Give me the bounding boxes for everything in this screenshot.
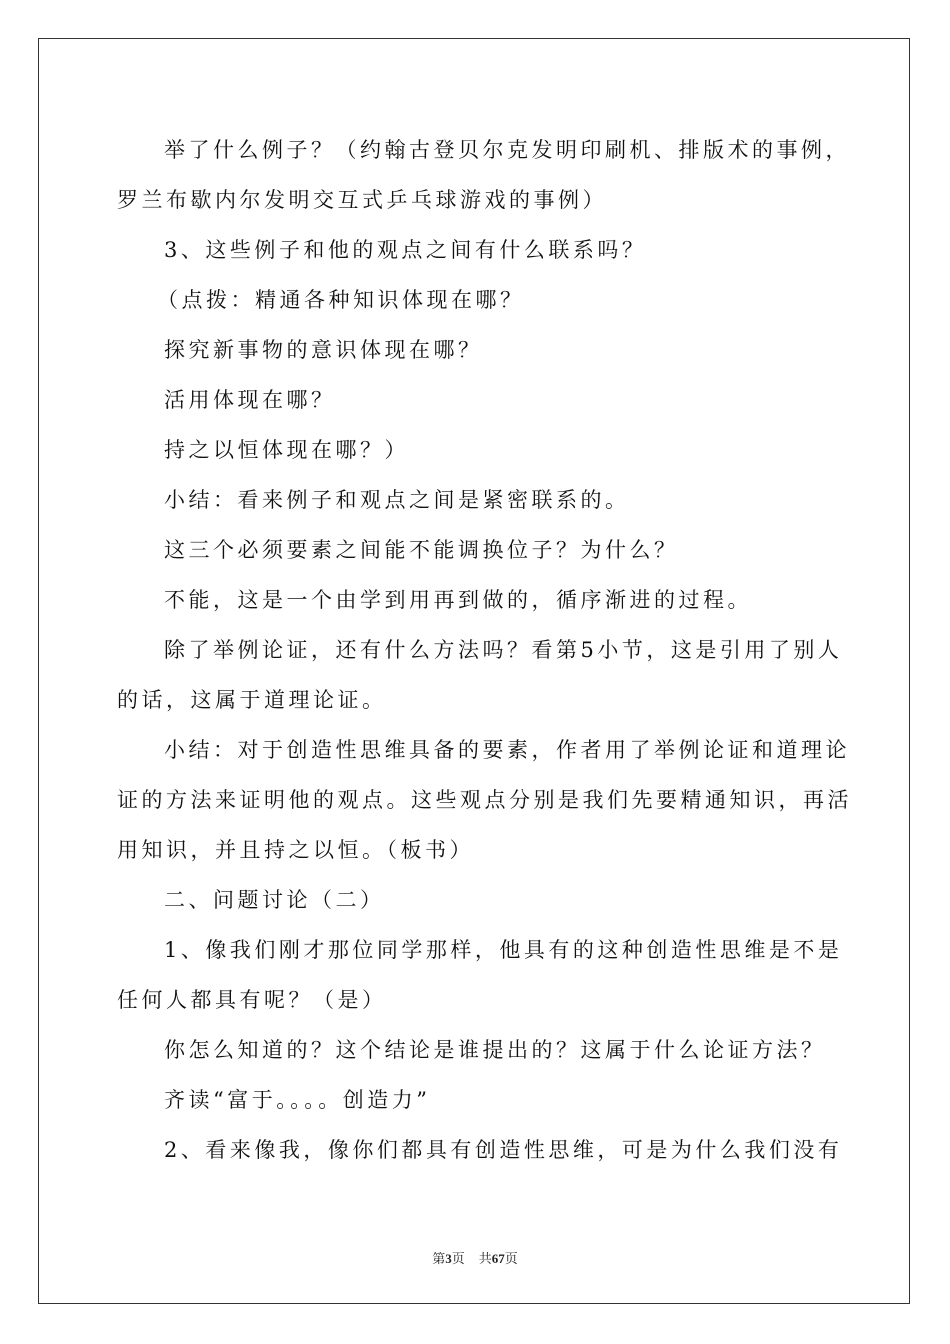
text-line: 的话，这属于道理论证。 — [117, 688, 387, 712]
total-prefix: 共 — [478, 1251, 492, 1266]
text-line: 举了什么例子？（约翰古登贝尔克发明印刷机、排版术的事例， — [164, 138, 850, 162]
text-line: 小结：对于创造性思维具备的要素，作者用了举例论证和道理论 — [164, 738, 850, 762]
text-line: 罗兰布歇内尔发明交互式乒乓球游戏的事例） — [117, 188, 607, 212]
text-line: 1、像我们刚才那位同学那样，他具有的这种创造性思维是不是 — [164, 938, 843, 962]
text-line: （点拨：精通各种知识体现在哪？ — [157, 288, 525, 312]
text-line: 持之以恒体现在哪？） — [164, 438, 409, 462]
text-line: 3、这些例子和他的观点之间有什么联系吗？ — [164, 238, 647, 262]
text-line: 齐读“富于。。。。创造力” — [164, 1088, 431, 1112]
page-frame — [38, 38, 910, 1304]
text-line: 不能，这是一个由学到用再到做的，循序渐进的过程。 — [164, 588, 752, 612]
text-line: 用知识，并且持之以恒。（板书） — [117, 838, 474, 862]
total-pages: 67 — [491, 1251, 505, 1266]
text-line: 除了举例论证，还有什么方法吗？看第5小节，这是引用了别人 — [164, 638, 843, 662]
page-footer — [0, 1248, 950, 1267]
page-prefix: 第 — [432, 1251, 446, 1266]
text-line: 你怎么知道的？这个结论是谁提出的？这属于什么论证方法？ — [164, 1038, 826, 1062]
text-line: 探究新事物的意识体现在哪？ — [164, 338, 483, 362]
text-line: 任何人都具有呢？（是） — [117, 988, 387, 1012]
text-line: 2、看来像我，像你们都具有创造性思维，可是为什么我们没有 — [164, 1138, 843, 1162]
total-suffix: 页 — [504, 1251, 518, 1266]
text-line: 这三个必须要素之间能不能调换位子？为什么？ — [164, 538, 679, 562]
text-line: 二、问题讨论（二） — [164, 888, 385, 912]
page-suffix: 页 — [451, 1251, 465, 1266]
page-number: 3 — [445, 1251, 452, 1266]
text-line: 证的方法来证明他的观点。这些观点分别是我们先要精通知识，再活 — [117, 788, 852, 812]
text-line: 小结：看来例子和观点之间是紧密联系的。 — [164, 488, 630, 512]
text-line: 活用体现在哪？ — [164, 388, 336, 412]
